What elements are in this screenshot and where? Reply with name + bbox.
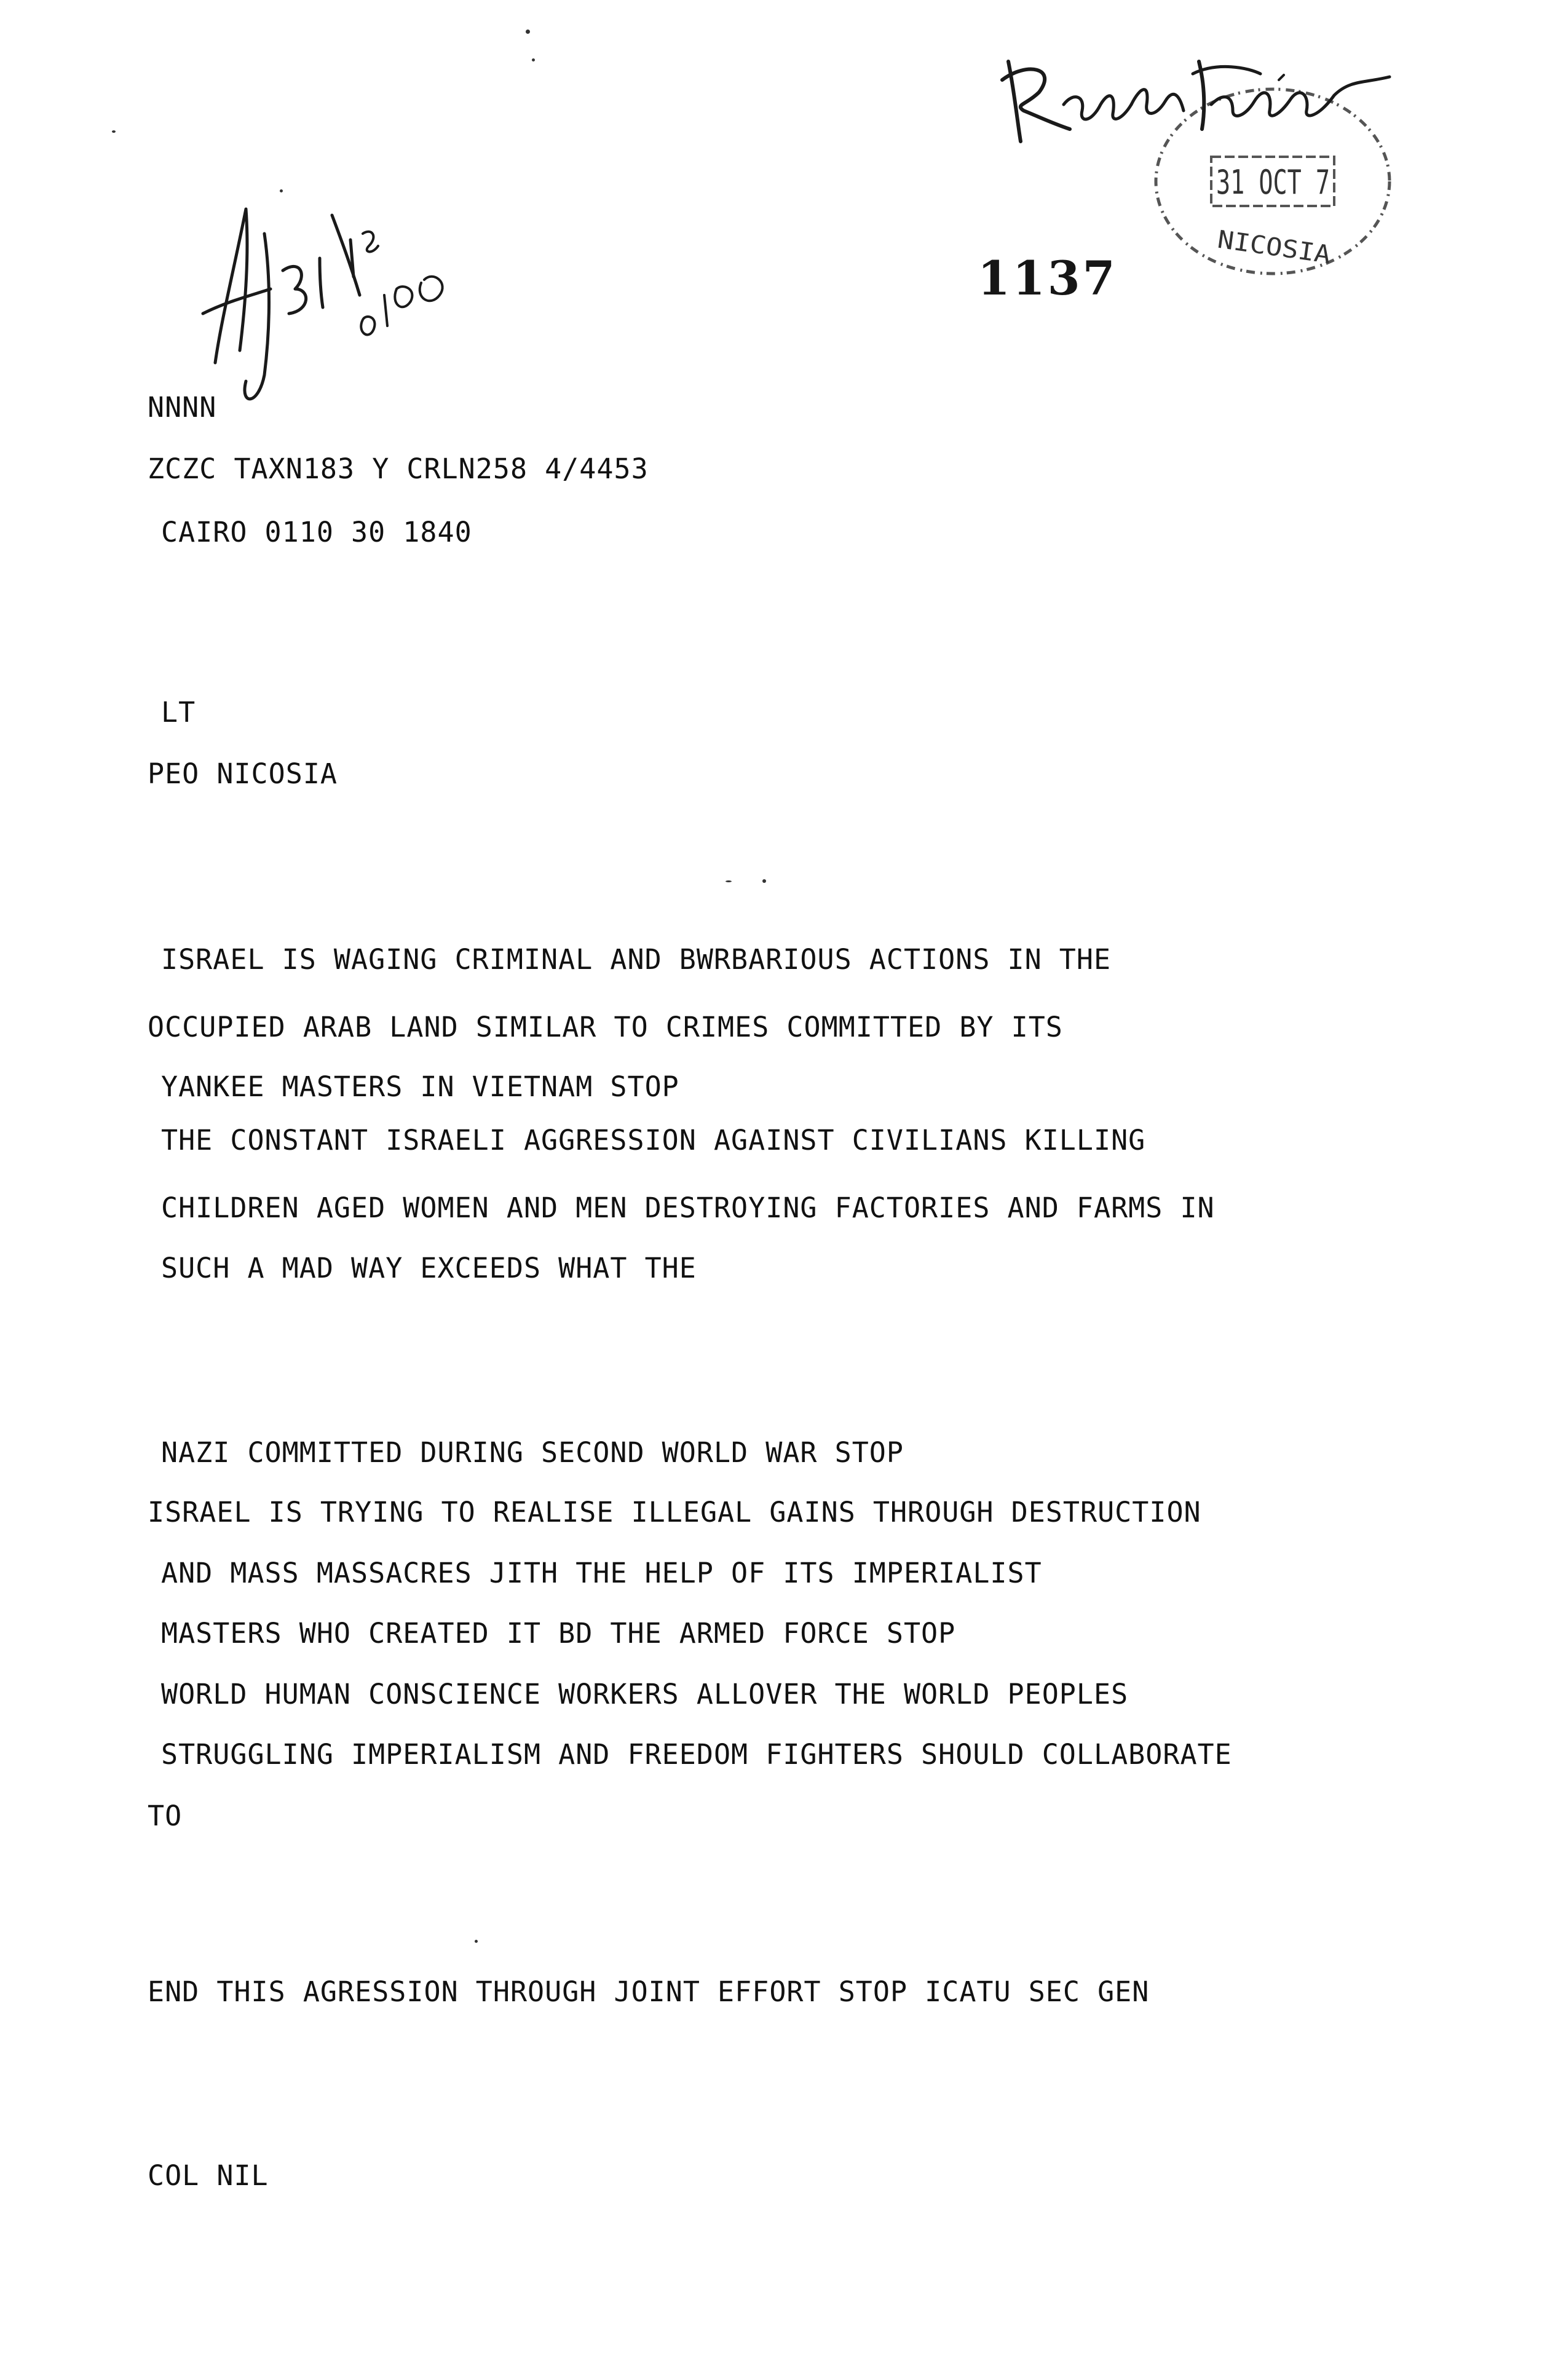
speck-2 (532, 58, 535, 61)
body-line-3: YANKEE MASTERS IN VIETNAM STOP (161, 1070, 679, 1103)
body-line-12: STRUGGLING IMPERIALISM AND FREEDOM FIGHTERS SHOULD COLLABORATE (161, 1738, 1232, 1771)
stamp-number: 1137 (978, 251, 1118, 306)
service-indicator: LT (161, 696, 196, 729)
body-line-10: MASTERS WHO CREATED IT BD THE ARMED FORCE STOP (161, 1617, 956, 1650)
routing-line: ZCZC TAXN183 Y CRLN258 4/4453 (148, 453, 649, 485)
body-line-4: THE CONSTANT ISRAELI AGGRESSION AGAINST CIVILIANS KILLING (161, 1124, 1146, 1156)
body-line-1: ISRAEL IS WAGING CRIMINAL AND BWRBARIOUS ACTIONS IN THE (161, 943, 1112, 976)
speck-5 (726, 880, 732, 882)
speck-4 (280, 189, 283, 192)
body-line-6: SUCH A MAD WAY EXCEEDS WHAT THE (161, 1252, 697, 1284)
handwritten-initials (178, 197, 473, 418)
body-line-8: ISRAEL IS TRYING TO REALISE ILLEGAL GAINS THROUGH DESTRUCTION (148, 1496, 1201, 1528)
body-line-11: WORLD HUMAN CONSCIENCE WORKERS ALLOVER THE WORLD PEOPLES (161, 1678, 1129, 1710)
body-line-7: NAZI COMMITTED DURING SECOND WORLD WAR STOP (161, 1436, 904, 1469)
body-line-5: CHILDREN AGED WOMEN AND MEN DESTROYING FACTORIES AND FARMS IN (161, 1192, 1215, 1224)
collation-line: COL NIL (148, 2159, 269, 2192)
speck-6 (762, 879, 766, 883)
addressee-line: PEO NICOSIA (148, 757, 338, 790)
body-line-9: AND MASS MASSACRES JITH THE HELP OF ITS IMPERIALIST (161, 1557, 1042, 1589)
origin-line: CAIRO 0110 30 1840 (161, 516, 472, 548)
body-line-13: TO (148, 1800, 183, 1832)
date-stamp-city: NICOSIA (1216, 225, 1323, 268)
handwritten-signature (990, 37, 1408, 160)
body-line-14: END THIS AGRESSION THROUGH JOINT EFFORT STOP ICATU SEC GEN (148, 1975, 1150, 2008)
nnnn-marker: NNNN (148, 391, 217, 424)
body-line-2: OCCUPIED ARAB LAND SIMILAR TO CRIMES COMMITTED BY ITS (148, 1011, 1063, 1043)
date-stamp-date: 31 OCT 7 (1216, 163, 1330, 202)
speck-3 (112, 130, 116, 133)
speck-7 (475, 1940, 478, 1943)
speck-1 (526, 30, 530, 34)
